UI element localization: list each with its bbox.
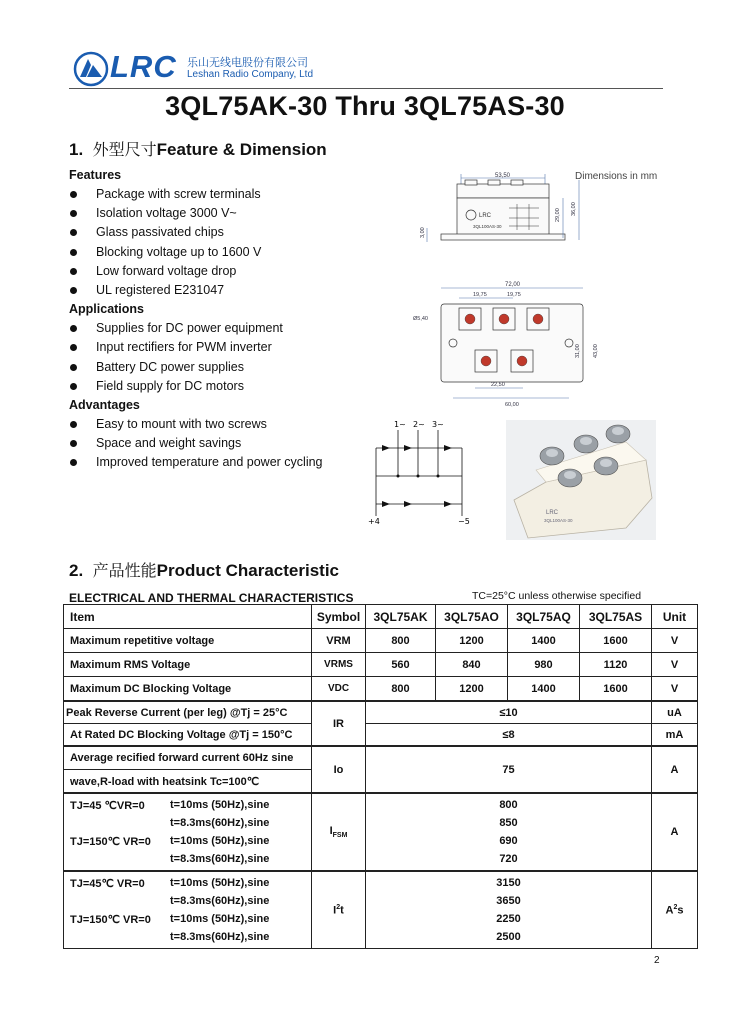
bullet-icon [70, 325, 77, 332]
characteristics-table [63, 604, 698, 949]
list-item: Supplies for DC power equipment [69, 319, 399, 338]
table-heading: ELECTRICAL AND THERMAL CHARACTERISTICS [69, 591, 354, 605]
list-item: Easy to mount with two screws [69, 415, 399, 434]
list-item: Package with screw terminals [69, 185, 399, 204]
dimensions-label: Dimensions in mm [575, 171, 658, 182]
photo-brand-label: LRC [546, 510, 559, 516]
section-2-title-cn: 产品性能 [92, 561, 157, 580]
bullet-icon [70, 440, 77, 447]
list-item: Input rectifiers for PWM inverter [69, 338, 399, 357]
table-row: Maximum RMS Voltage VRMS 560 840 980 1120 V [64, 653, 698, 677]
bullet-icon [70, 268, 77, 275]
header-3ql75aq: 3QL75AQ [508, 605, 580, 629]
dim-d2-label: 60,00 [505, 402, 519, 408]
bullet-icon [70, 229, 77, 236]
company-name-en: Leshan Radio Company, Ltd [187, 69, 314, 80]
drawing-part-label: 3QL100AS-30 [473, 224, 502, 229]
side-view-drawing [413, 170, 603, 260]
bullet-icon [70, 287, 77, 294]
section-2-title [69, 558, 339, 581]
table-row: At Rated DC Blocking Voltage @Tj = 150°C ≤8 mA [64, 724, 698, 746]
list-item: Improved temperature and power cycling [69, 453, 399, 472]
table-condition-note: TC=25°C unless otherwise specified [472, 590, 642, 602]
table-row: Peak Reverse Current (per leg) @Tj = 25°C IR ≤10 uA [64, 702, 698, 724]
section-2-number: 2. [69, 561, 84, 580]
bullet-icon [70, 249, 77, 256]
table-header-row [64, 605, 698, 629]
svg-text:53,50 [495, 173, 511, 179]
dim-height1-label: 29,00 [555, 208, 561, 222]
table-row-i2t: TJ=45℃ VR=0 t=10ms (50Hz),sine t=8.3ms(60Hz),sine TJ=150℃ VR=0 t=10ms (50Hz),sine t=8.3ms(60Hz),sine $I^2t$ 3150 3650 2250 2500 $A^2s$ [64, 872, 698, 949]
list-item: Battery DC power supplies [69, 358, 399, 377]
dim-height2-label: 36,00 [571, 202, 577, 216]
advantages-list [69, 415, 399, 473]
list-item: Low forward voltage drop [69, 262, 399, 281]
terminal-1-label: 1~ [394, 420, 406, 429]
list-item: Blocking voltage up to 1600 V [69, 243, 399, 262]
document-title: 3QL75AK-30 Thru 3QL75AS-30 [165, 91, 565, 121]
bullet-icon [70, 210, 77, 217]
header-3ql75ak: 3QL75AK [366, 605, 436, 629]
table-row: Maximum DC Blocking Voltage VDC 800 1200 1400 1600 V [64, 677, 698, 701]
bullet-icon [70, 459, 77, 466]
dim-pitch1-label: 19,75 [473, 292, 487, 298]
dim-hole-label: Ø5,40 [413, 316, 428, 322]
header-divider [69, 88, 663, 89]
bullet-icon [70, 344, 77, 351]
terminal-2-label: 2~ [413, 420, 425, 429]
top-view-drawing [413, 280, 613, 410]
list-item: Field supply for DC motors [69, 377, 399, 396]
page-number: 2 [654, 955, 660, 966]
features-heading: Features [69, 168, 122, 182]
section-1-number: 1. [69, 140, 84, 159]
lrc-logo-icon [73, 51, 109, 87]
applications-heading: Applications [69, 302, 145, 317]
table-row-ifsm: TJ=45 ℃VR=0 t=10ms (50Hz),sine t=8.3ms(60Hz),sine TJ=150℃ VR=0 t=10ms (50Hz),sine t=8.3ms(60Hz),sine $I_{FSM}$ 800 850 690 720 A [64, 794, 698, 871]
header-symbol: Symbol [312, 605, 366, 629]
bullet-icon [70, 421, 77, 428]
header-3ql75as: 3QL75AS [580, 605, 652, 629]
advantages-heading: Advantages [69, 397, 140, 412]
negative-terminal-label: −5 [458, 517, 470, 526]
dim-width-label: 53,50 [495, 173, 511, 179]
terminal-3-label: 3~ [432, 420, 444, 429]
list-item: Space and weight savings [69, 434, 399, 453]
feature-lists [69, 166, 399, 472]
bullet-icon [70, 383, 77, 390]
drawing-brand-label: LRC [479, 213, 492, 219]
features-list [69, 185, 399, 300]
dim-d1-label: 22,50 [491, 382, 505, 388]
dim-h2-label: 43,00 [593, 344, 599, 358]
dim-top-width-label: 72,00 [505, 282, 521, 288]
table-row: wave,R-load with heatsink Tc=100℃ [64, 770, 698, 793]
list-item: UL registered E231047 [69, 281, 399, 300]
section-2-title-en: Product Characteristic [156, 561, 339, 580]
header-item: Item [64, 605, 312, 629]
table-row: Average recified forward current 60Hz sine Io 75 A [64, 747, 698, 770]
positive-terminal-label: +4 [368, 517, 380, 526]
section-1-title-cn: 外型尺寸 [92, 140, 157, 159]
dim-pitch2-label: 19,75 [507, 292, 521, 298]
dim-thickness-label: 3,00 [420, 227, 426, 238]
circuit-diagram [362, 418, 482, 526]
bullet-icon [70, 191, 77, 198]
applications-list [69, 319, 399, 396]
list-item: Glass passivated chips [69, 223, 399, 242]
list-item: Isolation voltage 3000 V~ [69, 204, 399, 223]
dim-h1-label: 31,00 [575, 344, 581, 358]
section-1-title [69, 137, 327, 160]
table-row: Maximum repetitive voltage VRM 800 1200 1400 1600 V [64, 629, 698, 653]
header-unit: Unit [652, 605, 698, 629]
company-name-cn: 乐山无线电股份有限公司 [187, 56, 308, 69]
product-photo [506, 420, 656, 540]
photo-part-label: 3QL100AS-30 [544, 518, 573, 523]
bullet-icon [70, 364, 77, 371]
header-3ql75ao: 3QL75AO [436, 605, 508, 629]
section-1-title-en: Feature & Dimension [156, 140, 327, 159]
logo-text: LRC [110, 49, 177, 84]
